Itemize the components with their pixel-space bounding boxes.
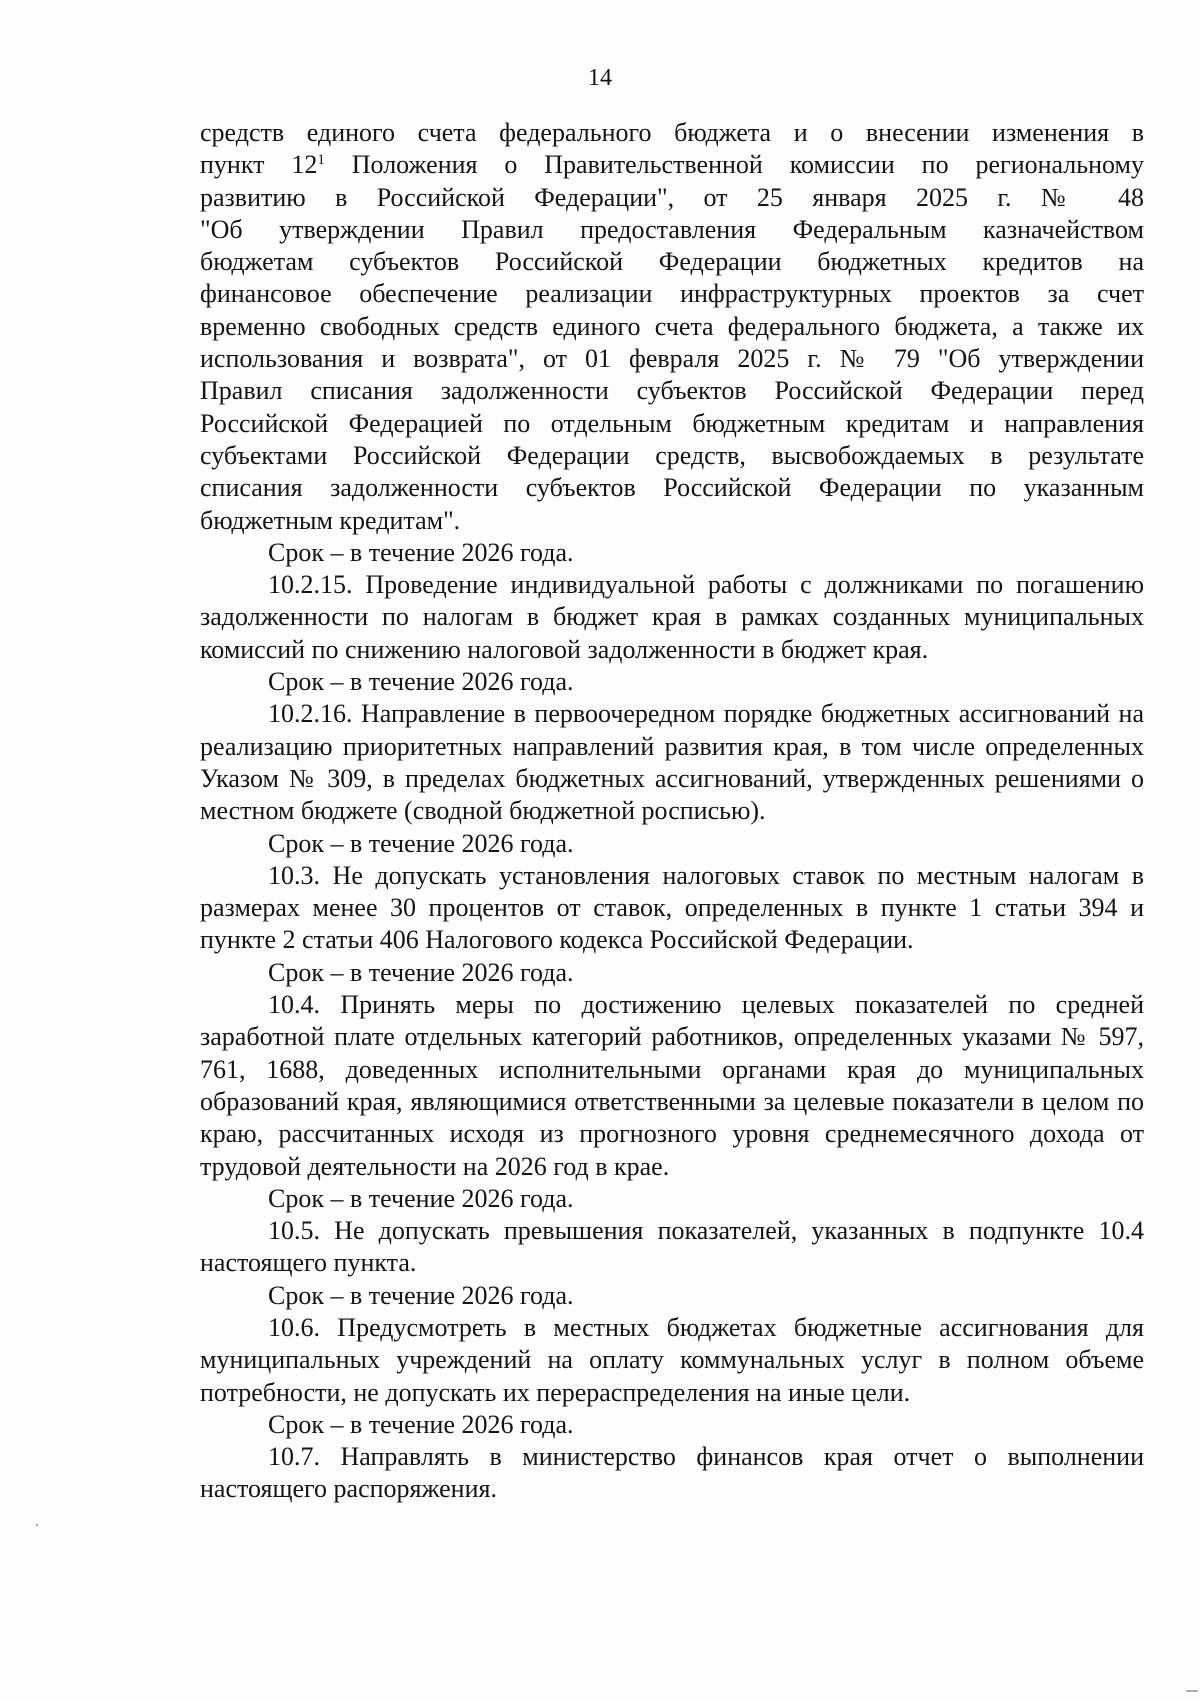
deadline-line: Срок – в течение 2026 года. [268, 957, 574, 987]
item-10-2-15: 10.2.15. Проведение индивидуальной работы с должниками по погашению задолженности по налогам в бюджет края в рамках созданных муниципальных комиссий по снижению налоговой задолженности в бюджет края. [200, 570, 1144, 664]
text-fragment: Положения о Правительственной комиссии по региональному [324, 150, 1144, 180]
page-number: 14 [588, 65, 612, 91]
scan-edge-mark [1186, 1690, 1198, 1692]
text-line [200, 149, 1144, 181]
item-10-3: 10.3. Не допускать установления налоговых ставок по местным налогам в размерах менее 30 процентов от ставок, определенных в пункте 1 статьи 394 и пункте 2 статьи 406 Налогового кодекса Российской Федерации. [200, 860, 1144, 955]
text-line: "Об утверждении Правил предоставления Федеральным казначейством [200, 214, 1144, 244]
text-line: Российской Федерацией по отдельным бюджетным кредитам и направления [200, 408, 1144, 438]
item-10-5: 10.5. Не допускать превышения показателей, указанных в подпункте 10.4 настоящего пункта. [200, 1216, 1144, 1278]
text-line: Правил списания задолженности субъектов Российской Федерации перед [200, 376, 1144, 406]
scan-speck [36, 1524, 38, 1526]
intro-paragraph [200, 117, 1144, 537]
text-line: развитию в Российской Федерации", от 25 января 2025 г. № 48 [200, 182, 1144, 212]
text-line: бюджетным кредитам". [200, 505, 461, 535]
deadline-line: Срок – в течение 2026 года. [268, 1183, 574, 1213]
text-line: использования и возврата", от 01 февраля 2025 г. № 79 "Об утверждении [200, 344, 1144, 374]
text-fragment: пункт 12 [200, 150, 318, 180]
deadline-line: Срок – в течение 2026 года. [268, 667, 574, 697]
deadline-line: Срок – в течение 2026 года. [268, 537, 574, 567]
document-body [200, 117, 1144, 1506]
text-line: списания задолженности субъектов Российской Федерации по указанным [200, 473, 1144, 503]
text-line: средств единого счета федерального бюджета и о внесении изменения в [200, 118, 1144, 147]
superscript: 1 [317, 152, 325, 169]
text-line: субъектами Российской Федерации средств, высвобождаемых в результате [200, 440, 1144, 470]
text-line: временно свободных средств единого счета федерального бюджета, а также их [200, 311, 1144, 341]
text-line: финансовое обеспечение реализации инфраструктурных проектов за счет [200, 279, 1144, 309]
deadline-line: Срок – в течение 2026 года. [268, 828, 574, 858]
item-10-4: 10.4. Принять меры по достижению целевых показателей по средней заработной плате отдельных категорий работников, определенных указами № 597, 761, 1688, доведенных исполнительными органами края до муниципальных образований края, являющимися ответственными за целевые показатели в целом по краю, рассчитанных исходя из прогнозного уровня среднемесячного дохода от трудовой деятельности на 2026 год в крае. [200, 990, 1144, 1181]
deadline-line: Срок – в течение 2026 года. [268, 1409, 574, 1439]
item-10-7: 10.7. Направлять в министерство финансов края отчет о выполнении настоящего распоряжения. [200, 1442, 1144, 1504]
text-line: бюджетам субъектов Российской Федерации бюджетных кредитов на [200, 247, 1144, 277]
item-10-2-16: 10.2.16. Направление в первоочередном порядке бюджетных ассигнований на реализацию приоритетных направлений развития края, в том числе определенных Указом № 309, в пределах бюджетных ассигнований, утвержденных решениями о местном бюджете (сводной бюджетной росписью). [200, 699, 1144, 826]
item-10-6: 10.6. Предусмотреть в местных бюджетах бюджетные ассигнования для муниципальных учреждений на оплату коммунальных услуг в полном объеме потребности, не допускать их перераспределения на иные цели. [200, 1312, 1144, 1407]
deadline-line: Срок – в течение 2026 года. [268, 1280, 574, 1310]
